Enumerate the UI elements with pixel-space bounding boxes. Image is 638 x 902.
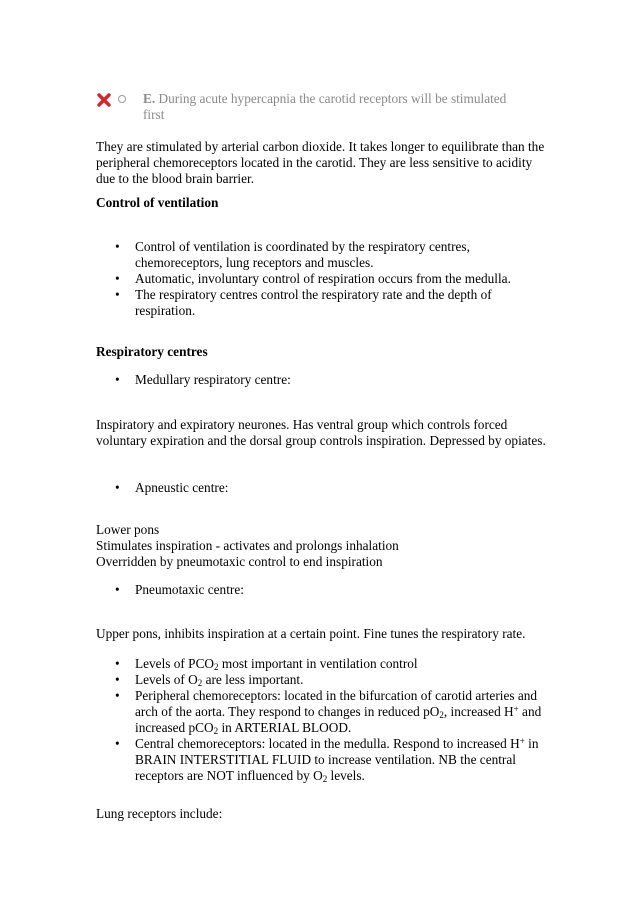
list-item: • Medullary respiratory centre:	[115, 372, 291, 387]
list-item: • Levels of $PCO_2$ most important in ventilation control	[115, 656, 418, 672]
option-letter: E.	[143, 91, 156, 106]
list-item: • Central chemoreceptors: located in the medulla. Respond to increased H+ in BRAIN INTERSTITIAL FLUID to increase ventilation. NB the central receptors are NOT influenced by $O_2$ levels.	[115, 736, 539, 784]
cross-mark-icon	[96, 92, 112, 108]
list-item: • Levels of $O_2$ are less important.	[115, 672, 304, 688]
option-label: During acute hypercapnia the carotid receptors will be stimulated first	[143, 91, 507, 122]
radio-button[interactable]	[118, 95, 126, 103]
pneumotaxic-list	[96, 582, 551, 598]
medullary-list	[96, 372, 551, 388]
lung-receptors-text: Lung receptors include:	[96, 806, 223, 821]
centres-heading: Respiratory centres	[96, 344, 208, 359]
list-item: • Peripheral chemoreceptors: located in the bifurcation of carotid arteries and arch of the aorta. They respond to changes in reduced $pO_2$, increased H+ and increased pCO$_2$ in ARTERIAL BLOOD.	[115, 688, 542, 736]
list-item: • Pneumotaxic centre:	[115, 582, 244, 597]
list-item: • Automatic, involuntary control of respiration occurs from the medulla.	[115, 271, 511, 286]
medullary-paragraph: Inspiratory and expiratory neurones. Has ventral group which controls forced voluntary expiration and the dorsal group controls inspiration. Depressed by opiates.	[96, 417, 546, 448]
list-item: • Apneustic centre:	[115, 480, 229, 495]
list-item: • The respiratory centres control the respiratory rate and the depth of respiration.	[115, 287, 492, 318]
apneustic-list	[96, 480, 551, 496]
pneumotaxic-paragraph: Upper pons, inhibits inspiration at a certain point. Fine tunes the respiratory rate.	[96, 626, 526, 641]
option-text	[143, 91, 513, 123]
control-heading: Control of ventilation	[96, 195, 219, 210]
chemoreceptor-list	[96, 656, 551, 784]
list-item: • Control of ventilation is coordinated by the respiratory centres, chemoreceptors, lung receptors and muscles.	[115, 239, 470, 270]
apneustic-details: Lower pons Stimulates inspiration - activates and prolongs inhalation Overridden by pneumotaxic control to end inspiration	[96, 522, 399, 569]
intro-paragraph: They are stimulated by arterial carbon dioxide. It takes longer to equilibrate than the peripheral chemoreceptors located in the carotid. They are less sensitive to acidity due to the blood brain barrier.	[96, 139, 545, 186]
control-list	[96, 239, 551, 319]
